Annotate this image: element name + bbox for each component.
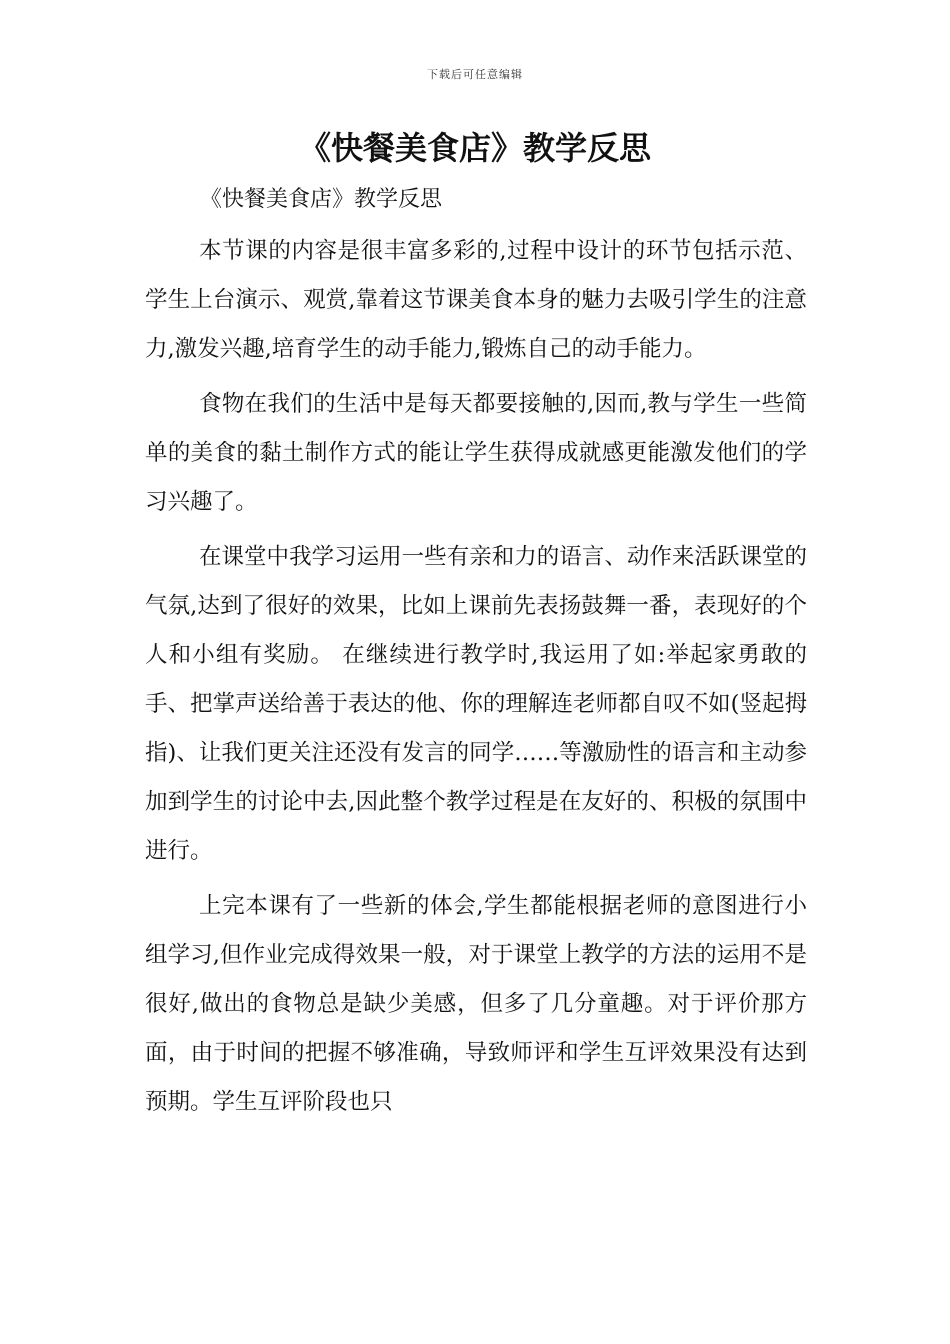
header-note: 下载后可任意编辑 <box>427 68 523 81</box>
paragraph-2: 食物在我们的生活中是每天都要接触的,因而,教与学生一些简单的美食的黏土制作方式的能让学生获得成就感更能激发他们的学习兴趣了。 <box>145 391 807 515</box>
paragraph-4: 上完本课有了一些新的体会,学生都能根据老师的意图进行小组学习,但作业完成得效果一般，对于课堂上教学的方法的运用不是很好,做出的食物总是缺少美感，但多了几分童趣。对于评价那方面，由于时间的把握不够准确，导致师评和学生互评效果没有达到预期。学生互评阶段也只 <box>145 893 807 1115</box>
document-title: 《快餐美食店》教学反思 <box>298 129 651 167</box>
paragraph-3: 在课堂中我学习运用一些有亲和力的语言、动作来活跃课堂的气氛,达到了很好的效果，比如上课前先表扬鼓舞一番，表现好的个人和小组有奖励。 在继续进行教学时,我运用了如:举起家勇敢的手、把掌声送给善于表达的他、你的理解连老师都自叹不如(竖起拇指)、让我们更关注还没有发言的同学……等激励性的语言和主动参加到学生的讨论中去,因此整个教学过程是在友好的、积极的氛围中进行。 <box>145 544 807 864</box>
document-body <box>145 227 807 1133</box>
document-subtitle: 《快餐美食店》教学反思 <box>200 187 443 212</box>
paragraph-1: 本节课的内容是很丰富多彩的,过程中设计的环节包括示范、学生上台演示、观赏,靠着这节课美食本身的魅力去吸引学生的注意力,激发兴趣,培育学生的动手能力,锻炼自己的动手能力。 <box>145 238 807 362</box>
